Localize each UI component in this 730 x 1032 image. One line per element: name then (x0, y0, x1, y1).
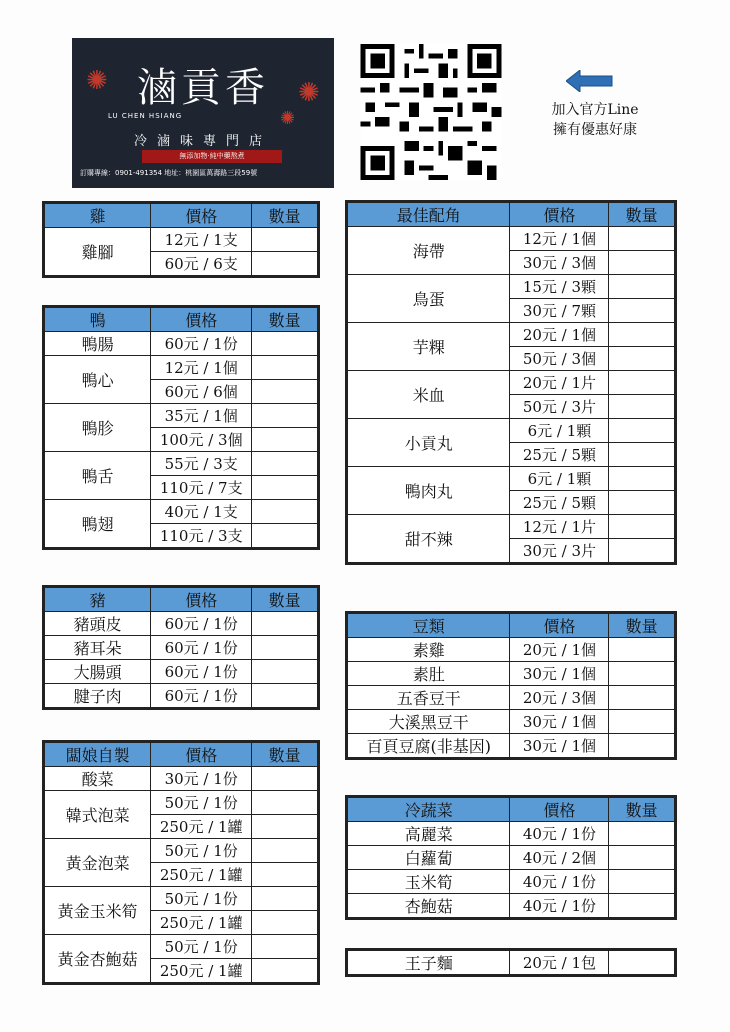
quantity-cell[interactable] (609, 395, 676, 419)
item-price: 30元 / 3片 (510, 539, 609, 564)
quantity-header: 數量 (252, 203, 319, 228)
item-price: 50元 / 3個 (510, 347, 609, 371)
item-price: 6元 / 1顆 (510, 467, 609, 491)
item-name: 大腸頭 (44, 660, 151, 684)
item-name: 鴨胗 (44, 404, 151, 452)
item-price: 15元 / 3顆 (510, 275, 609, 299)
table-row (44, 791, 319, 815)
quantity-cell[interactable] (609, 419, 676, 443)
quantity-cell[interactable] (609, 539, 676, 564)
table-row (347, 638, 676, 662)
contact-info: 訂購專線：0901-491354 地址：桃園區萬壽路三段59號 (80, 169, 258, 177)
item-price: 25元 / 5顆 (510, 491, 609, 515)
arrow-left-icon (566, 70, 614, 92)
store-logo (72, 38, 334, 188)
quantity-header: 數量 (252, 587, 319, 612)
quantity-cell[interactable] (609, 686, 676, 710)
item-price: 12元 / 1支 (151, 228, 252, 252)
quantity-cell[interactable] (609, 846, 676, 870)
item-price: 12元 / 1個 (510, 227, 609, 251)
table-row (44, 332, 319, 356)
item-name: 豬頭皮 (44, 612, 151, 636)
table-row (347, 950, 676, 976)
table-row (44, 500, 319, 524)
item-name: 素雞 (347, 638, 510, 662)
item-name: 白蘿蔔 (347, 846, 510, 870)
quantity-cell[interactable] (252, 767, 319, 791)
quantity-cell[interactable] (609, 662, 676, 686)
menu-table-homemade (42, 740, 320, 985)
item-price: 250元 / 1罐 (151, 863, 252, 887)
quantity-cell[interactable] (609, 251, 676, 275)
quantity-cell[interactable] (609, 275, 676, 299)
quantity-cell[interactable] (252, 839, 319, 863)
item-price: 30元 / 1份 (151, 767, 252, 791)
quantity-header: 數量 (252, 742, 319, 767)
menu-table-sides (345, 200, 677, 565)
item-name: 玉米筍 (347, 870, 510, 894)
table-row (347, 846, 676, 870)
table-row (347, 686, 676, 710)
quantity-cell[interactable] (609, 299, 676, 323)
table-row (44, 684, 319, 709)
table-row (347, 275, 676, 299)
item-price: 20元 / 1個 (510, 323, 609, 347)
item-price: 250元 / 1罐 (151, 911, 252, 935)
quantity-cell[interactable] (252, 500, 319, 524)
item-price: 6元 / 1顆 (510, 419, 609, 443)
item-name: 黃金泡菜 (44, 839, 151, 887)
section-title: 冷蔬菜 (347, 797, 510, 822)
item-price: 35元 / 1個 (151, 404, 252, 428)
quantity-cell[interactable] (252, 815, 319, 839)
table-row (44, 452, 319, 476)
quantity-cell[interactable] (252, 863, 319, 887)
section-title: 豆類 (347, 613, 510, 638)
quantity-cell[interactable] (252, 476, 319, 500)
menu-table-pork (42, 585, 320, 710)
quantity-cell[interactable] (609, 894, 676, 919)
item-name: 素肚 (347, 662, 510, 686)
item-name: 鴨心 (44, 356, 151, 404)
table-row (44, 660, 319, 684)
section-title: 雞 (44, 203, 151, 228)
item-price: 50元 / 1份 (151, 887, 252, 911)
item-name: 鴨肉丸 (347, 467, 510, 515)
item-name: 小貢丸 (347, 419, 510, 467)
quantity-cell[interactable] (609, 734, 676, 759)
quantity-cell[interactable] (609, 822, 676, 846)
table-row (44, 887, 319, 911)
item-name: 王子麵 (347, 950, 510, 976)
table-row (347, 662, 676, 686)
item-name: 鳥蛋 (347, 275, 510, 323)
table-row (347, 822, 676, 846)
quantity-cell[interactable] (252, 935, 319, 959)
quantity-cell[interactable] (609, 710, 676, 734)
quantity-cell[interactable] (609, 371, 676, 395)
price-header: 價格 (151, 587, 252, 612)
item-name: 高麗菜 (347, 822, 510, 846)
table-row (44, 767, 319, 791)
quantity-cell[interactable] (252, 636, 319, 660)
quantity-cell[interactable] (252, 452, 319, 476)
item-price: 20元 / 3個 (510, 686, 609, 710)
quantity-cell[interactable] (252, 404, 319, 428)
quantity-cell[interactable] (252, 684, 319, 709)
table-row (347, 467, 676, 491)
item-price: 60元 / 6個 (151, 380, 252, 404)
item-name: 黃金杏鮑菇 (44, 935, 151, 984)
item-price: 12元 / 1片 (510, 515, 609, 539)
quantity-header: 數量 (609, 202, 676, 227)
item-name: 鴨舌 (44, 452, 151, 500)
item-price: 30元 / 7顆 (510, 299, 609, 323)
table-row (347, 734, 676, 759)
section-title: 最佳配角 (347, 202, 510, 227)
table-row (347, 515, 676, 539)
quantity-cell[interactable] (609, 950, 676, 976)
table-row (44, 356, 319, 380)
price-header: 價格 (151, 307, 252, 332)
item-name: 芋粿 (347, 323, 510, 371)
quantity-cell[interactable] (252, 228, 319, 252)
item-name: 酸菜 (44, 767, 151, 791)
quantity-cell[interactable] (252, 660, 319, 684)
item-name: 鴨腸 (44, 332, 151, 356)
table-row (347, 323, 676, 347)
item-name: 杏鮑菇 (347, 894, 510, 919)
item-price: 30元 / 1個 (510, 710, 609, 734)
table-row (347, 371, 676, 395)
item-price: 40元 / 1支 (151, 500, 252, 524)
table-row (347, 419, 676, 443)
item-price: 30元 / 3個 (510, 251, 609, 275)
quantity-cell[interactable] (252, 791, 319, 815)
line-invite-note: 加入官方Line 擁有優惠好康 (551, 102, 639, 138)
item-name: 黃金玉米筍 (44, 887, 151, 935)
item-name: 雞腳 (44, 228, 151, 277)
price-header: 價格 (510, 797, 609, 822)
price-header: 價格 (510, 202, 609, 227)
quantity-cell[interactable] (252, 252, 319, 277)
quantity-cell[interactable] (252, 959, 319, 984)
brand-tagline: 冷滷味專門店 (133, 134, 272, 149)
quantity-cell[interactable] (252, 380, 319, 404)
item-name: 海帶 (347, 227, 510, 275)
item-price: 40元 / 1份 (510, 894, 609, 919)
quantity-cell[interactable] (252, 911, 319, 935)
quantity-cell[interactable] (252, 524, 319, 549)
table-row (44, 404, 319, 428)
star-anise-icon: ✺ (298, 78, 320, 108)
quantity-cell[interactable] (609, 467, 676, 491)
section-title: 鴨 (44, 307, 151, 332)
menu-table-noodle (345, 948, 677, 977)
menu-table-beans (345, 611, 677, 760)
item-name: 豬耳朵 (44, 636, 151, 660)
menu-table-duck (42, 305, 320, 550)
price-header: 價格 (151, 203, 252, 228)
item-name: 腱子肉 (44, 684, 151, 709)
table-row (347, 710, 676, 734)
item-price: 30元 / 1個 (510, 662, 609, 686)
item-price: 250元 / 1罐 (151, 959, 252, 984)
slogan: 無添加物‧純中藥熬煮 (142, 150, 282, 163)
section-title: 闆娘自製 (44, 742, 151, 767)
item-price: 55元 / 3支 (151, 452, 252, 476)
table-row (44, 839, 319, 863)
item-name: 大溪黑豆干 (347, 710, 510, 734)
quantity-cell[interactable] (252, 612, 319, 636)
item-name: 五香豆干 (347, 686, 510, 710)
quantity-cell[interactable] (609, 870, 676, 894)
quantity-header: 數量 (252, 307, 319, 332)
quantity-cell[interactable] (609, 347, 676, 371)
item-price: 60元 / 6支 (151, 252, 252, 277)
qr-code[interactable] (360, 44, 502, 180)
quantity-cell[interactable] (609, 443, 676, 467)
brand-english: LU CHEN HSIANG (108, 112, 183, 120)
table-row (347, 227, 676, 251)
table-row (44, 612, 319, 636)
quantity-cell[interactable] (609, 491, 676, 515)
item-name: 韓式泡菜 (44, 791, 151, 839)
item-name: 米血 (347, 371, 510, 419)
item-price: 100元 / 3個 (151, 428, 252, 452)
section-title: 豬 (44, 587, 151, 612)
item-price: 60元 / 1份 (151, 612, 252, 636)
quantity-cell[interactable] (609, 323, 676, 347)
item-price: 110元 / 7支 (151, 476, 252, 500)
quantity-cell[interactable] (609, 638, 676, 662)
star-anise-icon: ✺ (86, 66, 108, 96)
item-price: 60元 / 1份 (151, 332, 252, 356)
item-name: 百頁豆腐(非基因) (347, 734, 510, 759)
quantity-cell[interactable] (252, 332, 319, 356)
item-price: 20元 / 1包 (510, 950, 609, 976)
item-price: 25元 / 5顆 (510, 443, 609, 467)
quantity-cell[interactable] (609, 227, 676, 251)
item-price: 20元 / 1個 (510, 638, 609, 662)
item-price: 12元 / 1個 (151, 356, 252, 380)
item-price: 40元 / 1份 (510, 870, 609, 894)
quantity-header: 數量 (609, 613, 676, 638)
quantity-cell[interactable] (252, 428, 319, 452)
item-price: 40元 / 2個 (510, 846, 609, 870)
item-price: 60元 / 1份 (151, 684, 252, 709)
quantity-cell[interactable] (252, 356, 319, 380)
item-price: 50元 / 1份 (151, 791, 252, 815)
menu-table-vegetables (345, 795, 677, 920)
item-price: 40元 / 1份 (510, 822, 609, 846)
price-header: 價格 (510, 613, 609, 638)
item-name: 鴨翅 (44, 500, 151, 549)
table-row (44, 935, 319, 959)
item-price: 50元 / 3片 (510, 395, 609, 419)
item-price: 30元 / 1個 (510, 734, 609, 759)
quantity-cell[interactable] (252, 887, 319, 911)
item-name: 甜不辣 (347, 515, 510, 564)
table-row (44, 228, 319, 252)
item-price: 50元 / 1份 (151, 935, 252, 959)
item-price: 60元 / 1份 (151, 660, 252, 684)
item-price: 60元 / 1份 (151, 636, 252, 660)
table-row (347, 870, 676, 894)
item-price: 250元 / 1罐 (151, 815, 252, 839)
item-price: 20元 / 1片 (510, 371, 609, 395)
quantity-cell[interactable] (609, 515, 676, 539)
table-row (347, 894, 676, 919)
menu-table-chicken (42, 201, 320, 278)
table-row (44, 636, 319, 660)
item-price: 50元 / 1份 (151, 839, 252, 863)
price-header: 價格 (151, 742, 252, 767)
item-price: 110元 / 3支 (151, 524, 252, 549)
star-anise-icon: ✺ (280, 108, 296, 129)
brand-name: 滷貢香 (137, 65, 269, 111)
quantity-header: 數量 (609, 797, 676, 822)
